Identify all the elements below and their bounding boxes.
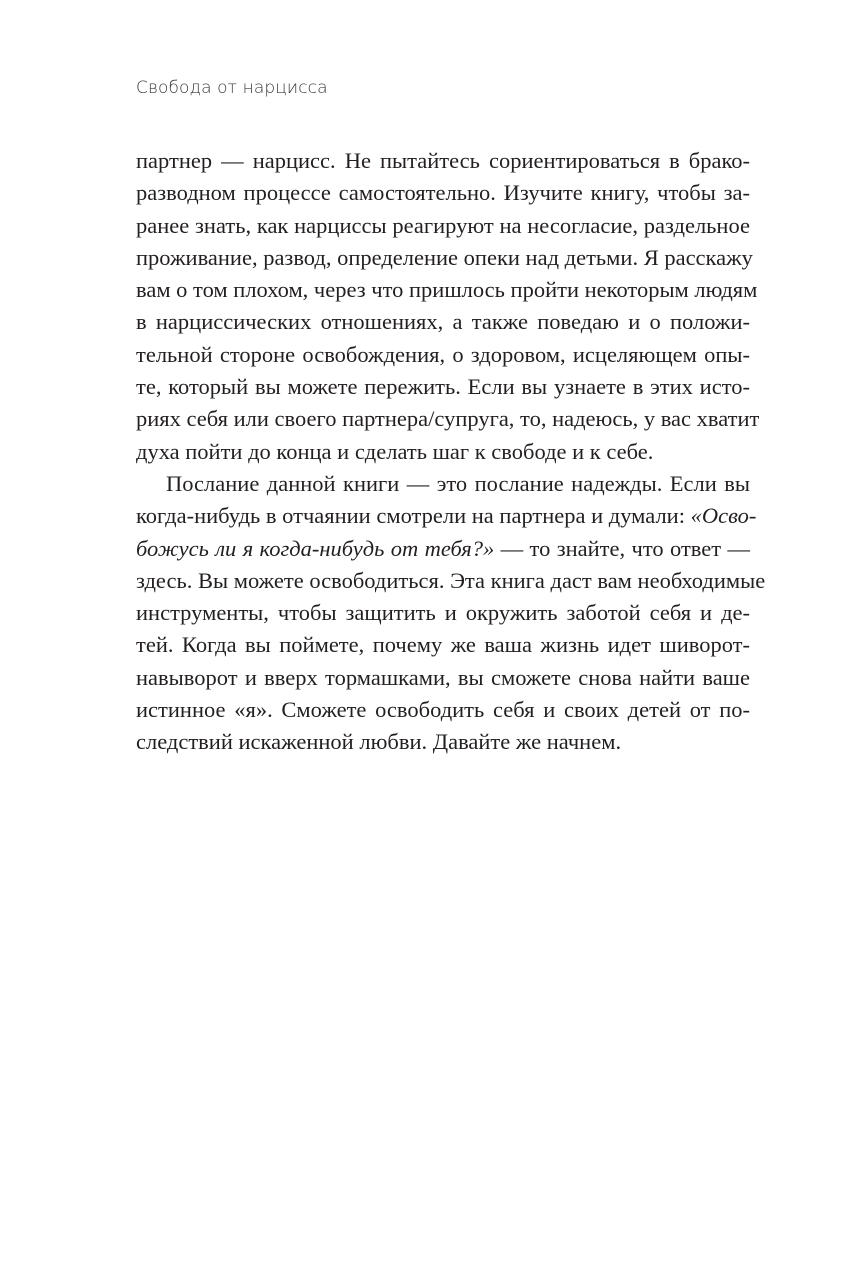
text-run: когда-нибудь в отчаянии смотрели на партнера и думали:: [136, 503, 691, 529]
text-line-mixed: [136, 533, 750, 565]
paragraph-1: [136, 145, 760, 468]
body-text: [136, 145, 766, 759]
text-line: ранее знать, как нарциссы реагируют на несогласие, раздельное: [136, 212, 750, 238]
text-line: духа пойти до конца и сделать шаг к свободе и к себе.: [136, 438, 654, 464]
text-line: тей. Когда вы поймете, почему же ваша жизнь идет шиворот-: [136, 632, 750, 658]
running-head: Свобода от нарцисса: [136, 78, 328, 98]
text-line: вам о том плохом, через что пришлось пройти некоторым людям: [136, 277, 758, 303]
text-line: истинное «я». Сможете освободить себя и своих детей от по-: [136, 697, 750, 723]
text-line: навыворот и вверх тормашками, вы сможете снова найти ваше: [136, 664, 750, 690]
text-run: — то знайте, что ответ —: [494, 535, 750, 561]
text-line: следствий искаженной любви. Давайте же начнем.: [136, 729, 622, 755]
text-line: тельной стороне освобождения, о здоровом, исцеляющем опы-: [136, 341, 750, 367]
text-line: проживание, развод, определение опеки над детьми. Я расскажу: [136, 244, 753, 270]
text-line: в нарциссических отношениях, а также поведаю и о положи-: [136, 309, 750, 335]
text-line: инструменты, чтобы защитить и окружить заботой себя и де-: [136, 600, 750, 626]
text-line: риях себя или своего партнера/супруга, то, надеюсь, у вас хватит: [136, 406, 760, 432]
text-line-mixed: [136, 500, 757, 532]
text-line: здесь. Вы можете освободиться. Эта книга даст вам необходимые: [136, 567, 766, 593]
italic-quote: божусь ли я когда-нибудь от тебя?»: [136, 535, 495, 561]
italic-quote: «Осво-: [690, 503, 757, 529]
text-line: партнер — нарцисс. Не пытайтесь сориентироваться в брако-: [136, 148, 750, 173]
text-line: те, который вы можете пережить. Если вы узнаете в этих исто-: [136, 374, 750, 400]
paragraph-2: [136, 468, 766, 759]
text-line: разводном процессе самостоятельно. Изучите книгу, чтобы за-: [136, 180, 750, 206]
text-line: Послание данной книги — это послание надежды. Если вы: [166, 470, 750, 496]
